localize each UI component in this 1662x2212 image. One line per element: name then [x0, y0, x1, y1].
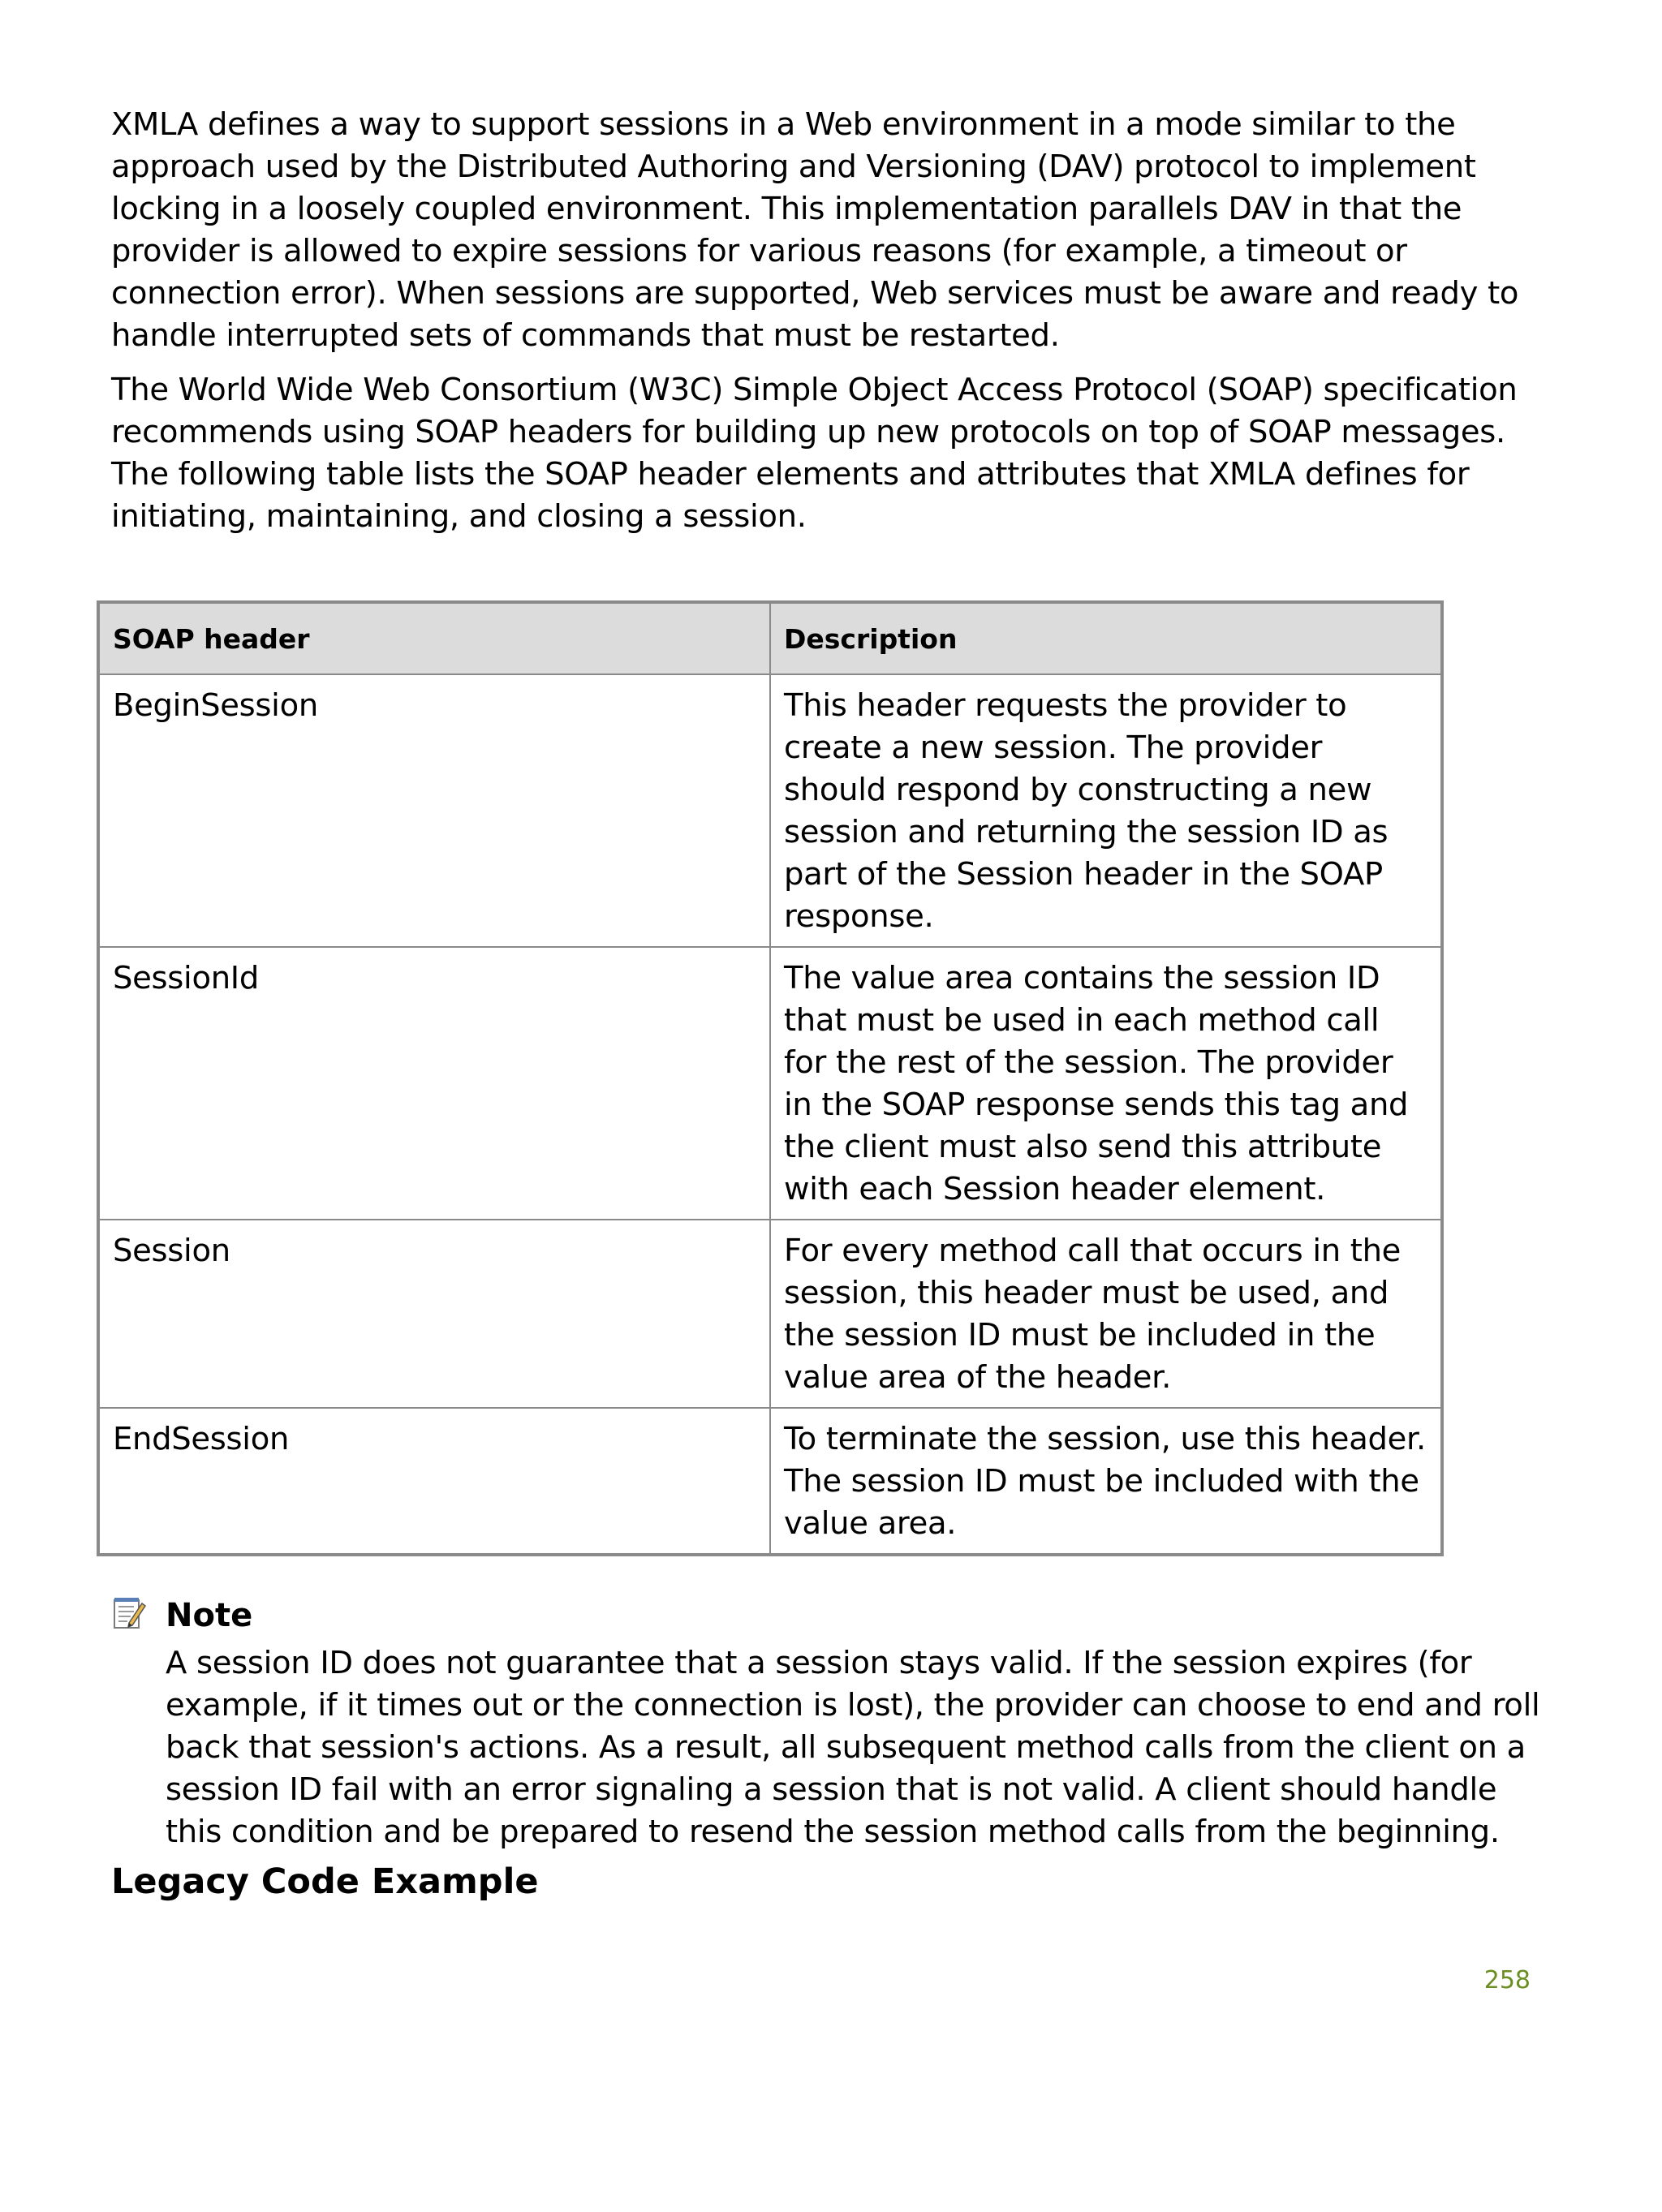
note-body: A session ID does not guarantee that a session stays valid. If the session expires (for example, if it times out or the connection is lost), the provider can choose to end and roll back that session's actions. As a result, all subsequent method calls from the client on a session ID fail with an error signaling a session that is not valid. A client should handle this condition and be prepared to resend the session method calls from the beginning.: [166, 1645, 1540, 1850]
cell-header-name: Session: [98, 1220, 770, 1408]
table-header-row: [98, 602, 1442, 674]
cell-description: To terminate the session, use this header. The session ID must be included with the value area.: [770, 1408, 1442, 1555]
soap-paragraph: The World Wide Web Consortium (W3C) Simple Object Access Protocol (SOAP) specification recommends using SOAP headers for building up new protocols on top of SOAP messages. The following table lists the SOAP header elements and attributes that XMLA defines for initiating, maintaining, and closing a session.: [111, 372, 1518, 535]
table-row: [98, 947, 1442, 1220]
cell-header-name: EndSession: [98, 1408, 770, 1555]
table-row: [98, 1220, 1442, 1408]
cell-description: This header requests the provider to create a new session. The provider should respond by constructing a new session and returning the session ID as part of the Session header in the SOAP response.: [770, 674, 1442, 947]
section-heading: Legacy Code Example: [111, 1861, 539, 1902]
cell-description: The value area contains the session ID that must be used in each method call for the rest of the session. The provider in the SOAP response sends this tag and the client must also send this attribute with each Session header element.: [770, 947, 1442, 1220]
cell-header-name: BeginSession: [98, 674, 770, 947]
intro-paragraph: XMLA defines a way to support sessions in a Web environment in a mode similar to the approach used by the Distributed Authoring and Versioning (DAV) protocol to implement locking in a loosely coupled environment. This implementation parallels DAV in that the provider is allowed to expire sessions for various reasons (for example, a timeout or connection error). When sessions are supported, Web services must be aware and ready to handle interrupted sets of commands that must be restarted.: [111, 106, 1519, 354]
note-icon: [111, 1595, 147, 1631]
page-number: 258: [1483, 1966, 1531, 1995]
table-row: [98, 674, 1442, 947]
note-title: Note: [166, 1597, 253, 1634]
table-row: [98, 1408, 1442, 1555]
cell-description: For every method call that occurs in the session, this header must be used, and the session ID must be included in the value area of the header.: [770, 1220, 1442, 1408]
column-header-soap-header: SOAP header: [98, 602, 770, 674]
soap-header-table: [97, 600, 1444, 1556]
column-header-description: Description: [770, 602, 1442, 674]
cell-header-name: SessionId: [98, 947, 770, 1220]
